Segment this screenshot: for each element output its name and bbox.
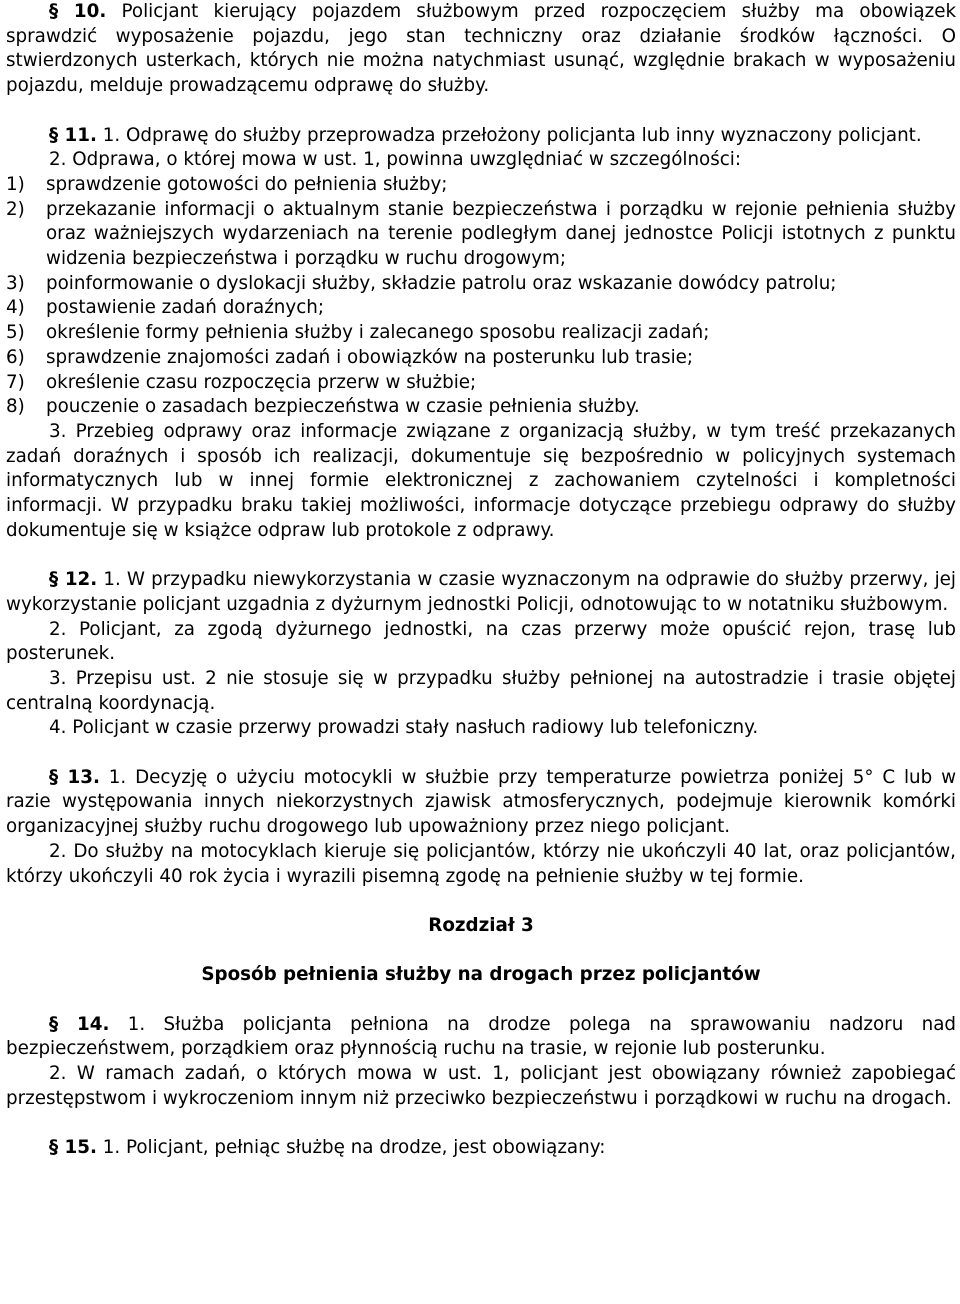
section-number: § 13. — [49, 766, 100, 788]
chapter-title: Sposób pełnienia służby na drogach przez policjantów — [201, 964, 761, 986]
list-item-text: pouczenie o zasadach bezpieczeństwa w czasie pełnienia służby. — [46, 396, 640, 418]
paragraph-12-1 — [6, 568, 956, 617]
list-item-text: przekazanie informacji o aktualnym stanie bezpieczeństwa i porządku w rejonie pełnienia służby oraz ważniejszych wydarzeniach na terenie podległym danej jednostce Policji istotnych z punktu widzenia bezpieczeństwa i porządku w ruchu drogowym; — [46, 198, 956, 270]
list-item-text: sprawdzenie gotowości do pełnienia służby; — [46, 173, 448, 195]
paragraph-14-2 — [6, 1062, 956, 1111]
paragraph-text: 2. Odprawa, o której mowa w ust. 1, powinna uwzględniać w szczególności: — [49, 149, 742, 171]
section-number: § 11. — [49, 124, 97, 146]
paragraph-11-1 — [6, 124, 956, 149]
section-number: § 12. — [49, 569, 98, 591]
list-item-number: 2) — [6, 198, 25, 220]
paragraph-13-2 — [6, 840, 956, 889]
paragraph-11-2 — [6, 148, 956, 173]
paragraph-text: 3. Przepisu ust. 2 nie stosuje się w przypadku służby pełnionej na autostradzie i trasie objętej centralną koordynacją. — [6, 667, 956, 714]
paragraph-12-3 — [6, 667, 956, 716]
list-item — [6, 321, 956, 346]
list-item — [6, 173, 956, 198]
list-item — [6, 272, 956, 297]
paragraph-text: 1. Odprawę do służby przeprowadza przełożony policjanta lub inny wyznaczony policjant. — [102, 124, 922, 146]
list-item-text: postawienie zadań doraźnych; — [46, 297, 324, 319]
section-number: § 14. — [49, 1013, 110, 1035]
list-item-number: 5) — [6, 322, 25, 344]
paragraph-text: 1. W przypadku niewykorzystania w czasie wyznaczonym na odprawie do służby przerwy, jej wykorzystanie policjant uzgadnia z dyżurnym jednostki Policji, odnotowując to w notatniku służbowym. — [6, 569, 956, 615]
paragraph-12-2 — [6, 618, 956, 667]
paragraph-13-1 — [6, 766, 956, 840]
paragraph-text: 1. Decyzję o użyciu motocykli w służbie przy temperaturze powietrza poniżej 5° C lub w razie występowania innych niekorzystnych zjawisk atmosferycznych, podejmuje kierownik komórki organizacyjnej służby ruchu drogowego lub upoważniony przez niego policjant. — [6, 766, 957, 838]
list-item-number: 4) — [6, 297, 25, 319]
list-item — [6, 198, 956, 272]
list-item-number: 6) — [6, 346, 25, 368]
paragraph-text: 2. Policjant, za zgodą dyżurnego jednostki, na czas przerwy może opuścić rejon, trasę lub posterunek. — [6, 618, 956, 665]
paragraph-text: 1. Służba policjanta pełniona na drodze polega na sprawowaniu nadzoru nad bezpieczeństwem, porządkiem oraz płynnością ruchu na trasie, w rejonie lub posterunku. — [6, 1013, 957, 1060]
list-item — [6, 296, 956, 321]
list-item — [6, 371, 956, 396]
paragraph-12-4 — [6, 716, 956, 741]
list-item-number: 8) — [6, 396, 25, 418]
paragraph-text: 4. Policjant w czasie przerwy prowadzi stały nasłuch radiowy lub telefoniczny. — [49, 717, 759, 739]
list-item — [6, 395, 956, 420]
list-item-number: 1) — [6, 173, 25, 195]
paragraph-text: 2. W ramach zadań, o których mowa w ust. 1, policjant jest obowiązany również zapobiegać przestępstwom i wykroczeniom innym niż przeciwko bezpieczeństwu i porządkowi w ruchu na drogach. — [6, 1063, 956, 1109]
paragraph-15-1 — [6, 1136, 956, 1161]
list-item-number: 3) — [6, 272, 25, 294]
paragraph-text: 3. Przebieg odprawy oraz informacje związane z organizacją służby, w tym treść przekazanych zadań doraźnych i sposób ich realizacji, dokumentuje się bezpośrednio w policyjnych systemach informatycznych lub w innej formie elektronicznej z zachowaniem czytelności i kompletności informacji. W przypadku braku takiej możliwości, informacje dotyczące przebiegu odprawy do służby dokumentuje się w książce odpraw lub protokole z odprawy. — [6, 420, 956, 541]
paragraph-text: Policjant kierujący pojazdem służbowym przed rozpoczęciem służby ma obowiązek sprawdzić wyposażenie pojazdu, jego stan techniczny oraz działanie środków łączności. O stwierdzonych usterkach, których nie można natychmiast usunąć, względnie brakach w wyposażeniu pojazdu, melduje prowadzącemu odprawę do służby. — [6, 1, 957, 97]
section-number: § 10. — [49, 1, 107, 22]
list-item-text: określenie formy pełnienia służby i zalecanego sposobu realizacji zadań; — [46, 322, 710, 344]
list-item-text: sprawdzenie znajomości zadań i obowiązków na posterunku lub trasie; — [46, 346, 694, 368]
enumeration-list — [6, 173, 956, 420]
paragraph-10 — [6, 0, 956, 99]
paragraph-11-3 — [6, 420, 956, 544]
section-number: § 15. — [49, 1137, 97, 1159]
list-item — [6, 346, 956, 371]
list-item-text: określenie czasu rozpoczęcia przerw w służbie; — [46, 371, 477, 393]
list-item-number: 7) — [6, 371, 25, 393]
paragraph-text: 2. Do służby na motocyklach kieruje się policjantów, którzy nie ukończyli 40 lat, oraz policjantów, którzy ukończyli 40 rok życia i wyrazili pisemną zgodę na pełnienie służby w tej formie. — [6, 840, 956, 887]
list-item-text: poinformowanie o dyslokacji służby, składzie patrolu oraz wskazanie dowódcy patrolu; — [46, 272, 837, 294]
paragraph-14-1 — [6, 1013, 956, 1062]
paragraph-text: 1. Policjant, pełniąc służbę na drodze, jest obowiązany: — [102, 1137, 606, 1159]
chapter-number: Rozdział 3 — [428, 914, 534, 936]
